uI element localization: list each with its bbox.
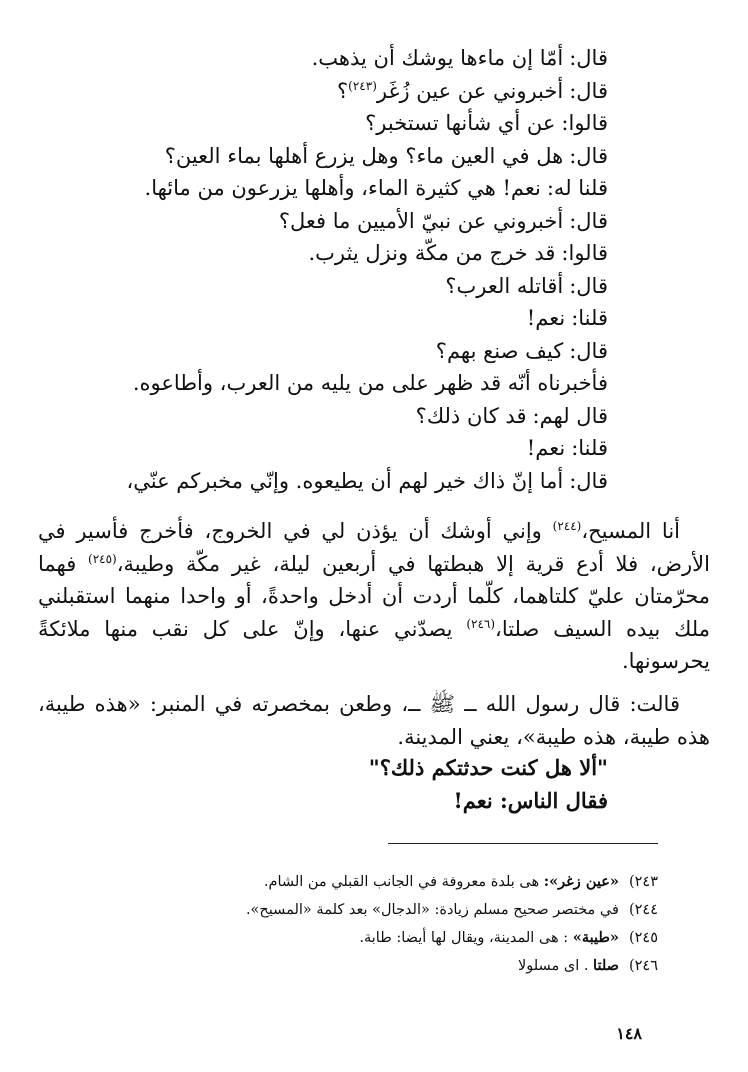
footnote-number: ٢٤٤) [628, 902, 658, 918]
paragraph-masih [38, 515, 710, 678]
dialogue-line [48, 465, 608, 498]
footnote-ref: (٢٤٤) [552, 519, 582, 533]
footnotes [98, 868, 658, 980]
footnote-text: . اى مسلولا [517, 958, 594, 974]
utterance: نعم! [526, 436, 566, 460]
speaker: قال لهم: [532, 403, 608, 428]
footnote [98, 924, 658, 952]
utterance: أمّا إن ماءها يوشك أن يذهب. [311, 46, 564, 70]
dialogue-line [48, 302, 608, 335]
dialogue-line [48, 75, 608, 108]
dialogue-block [48, 42, 608, 497]
footnote-text: هى بلدة معروفة في الجانب القبلي من الشام. [263, 874, 544, 890]
paragraph-text: فهما محرّمتان عليّ كلتاهما، كلّما أردت أن أدخل واحدةً، أو واحدا منهما استقبلني ملك بيده السيف صلتا، [38, 551, 710, 641]
utterance: أما إنّ ذاك خير لهم أن يطيعوه. وإنّي مخبركم عنّي، [126, 468, 564, 493]
dialogue-line [48, 367, 608, 400]
dialogue-line [48, 205, 608, 238]
speaker: قلنا له: [546, 176, 608, 200]
footnote-divider [388, 843, 658, 844]
dialogue-line [48, 270, 608, 303]
utterance-end: ؟ [337, 78, 349, 103]
footnote [98, 868, 658, 896]
footnote [98, 952, 658, 980]
quote-question: "ألا هل كنت حدثتكم ذلك؟" [368, 755, 608, 780]
utterance: نعم! هي كثيرة الماء، وأهلها يزرعون من مائها. [144, 176, 541, 200]
speaker: قال: [569, 468, 608, 493]
footnote-ref: (٢٤٥) [88, 551, 117, 566]
utterance: فأخبرناه أنّه قد ظهر على من يليه من العرب، وأطاعوه. [132, 371, 608, 395]
paragraph-text: أنا المسيح، [581, 519, 680, 543]
utterance: أخبروني عن عين زُغَر [376, 78, 564, 103]
speaker: قال: [569, 208, 608, 233]
utterance: كيف صنع بهم؟ [435, 338, 564, 363]
footnote-number: ٢٤٦) [628, 958, 658, 974]
utterance: هل في العين ماء؟ وهل يزرع أهلها بماء العين؟ [164, 143, 564, 168]
speaker: قال: [569, 143, 608, 168]
footnote-text: : هى المدينة، ويقال لها أيضا: طابة. [359, 930, 573, 946]
footnote-number: ٢٤٣) [628, 874, 658, 890]
utterance: قد خرج من مكّة ونزل يثرب. [308, 241, 556, 265]
dialogue-line [48, 172, 608, 205]
speaker: قلنا: [571, 436, 608, 460]
dialogue-line [48, 140, 608, 173]
page-number: ١٤٨ [616, 1024, 642, 1043]
utterance: أخبروني عن نبيّ الأميين ما فعل؟ [278, 208, 564, 233]
speaker: قال: [569, 46, 608, 70]
dialogue-line [48, 400, 608, 433]
paragraph-text: يصدّني عنها، وإنّ على كل نقب منها ملائكةً يحرسونها. [38, 616, 710, 673]
dialogue-line [48, 237, 608, 270]
footnote-term: صلتا [593, 957, 619, 974]
footnote-number: ٢٤٥) [628, 930, 658, 946]
footnote-ref: (٢٤٦) [466, 616, 496, 631]
speaker: قالوا: [561, 241, 608, 265]
footnote-term: «طيبة» [572, 929, 619, 946]
footnote [98, 896, 658, 924]
speaker: قلنا: [571, 306, 608, 330]
dialogue-line [48, 42, 608, 75]
dialogue-line [48, 335, 608, 368]
paragraph-text: وإني أوشك أن يؤذن لي في الخروج، فأخرج فأسير في الأرض، فلا أدع قرية إلا هبطتها في أربعين ليلة، غير مكّة وطيبة، [38, 519, 710, 576]
paragraph-taiba: قالت: قال رسول الله ــ ﷺ ــ، وطعن بمخصرته في المنبر: «هذه طيبة، هذه طيبة، هذه طيبة»، يعني المدينة. [38, 692, 710, 749]
utterance: نعم! [526, 306, 566, 330]
speaker: قال: [569, 338, 608, 363]
footnote-ref: (٢٤٣) [348, 78, 377, 93]
dialogue-line [48, 107, 608, 140]
speaker: قال: [569, 78, 608, 103]
utterance: قد كان ذلك؟ [415, 403, 527, 428]
utterance: عن أي شأنها تستخبر؟ [365, 111, 556, 135]
dialogue-line [48, 432, 608, 465]
speaker: قالوا: [561, 111, 608, 135]
speaker: قال: [569, 273, 608, 298]
footnote-term: «عين زغر»: [543, 873, 619, 890]
quote-answer: فقال الناس: نعم! [453, 788, 608, 813]
utterance: أقاتله العرب؟ [445, 273, 564, 298]
footnote-text: في مختصر صحيح مسلم زيادة: «الدجال» بعد كلمة «المسيح». [245, 902, 619, 918]
